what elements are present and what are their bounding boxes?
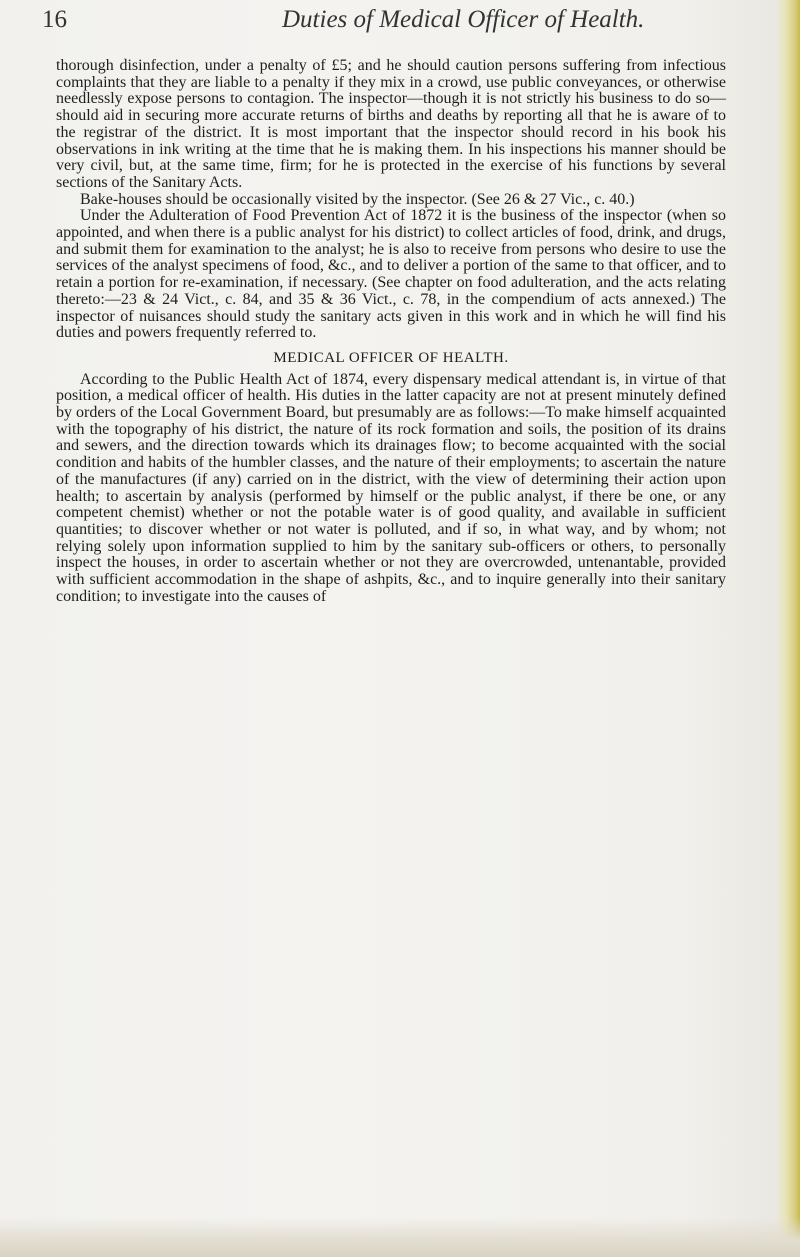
page-bottom-shadow bbox=[0, 1217, 800, 1257]
paragraph-bake-houses: Bake-houses should be occasionally visited by the inspector. (See 26 & 27 Vic., c. 40.) bbox=[80, 190, 635, 208]
paragraph-medical-officer: According to the Public Health Act of 1874, every dispensary medical attendant is, in virtue of that position, a medical officer of health. His duties in the latter capacity are not at present minutely defined by orders of the Local Government Board, but presumably are as follows:—To make himself acquainted with the topography of his district, the nature of its rock formation and soils, the position of its drains and sewers, and the direction towards which its drainages flow; to become acquainted with the social condition and habits of the humbler classes, and the nature of their employments; to ascertain the nature of the manufactures (if any) carried on in the district, with the view of determining their action upon health; to ascertain by analysis (performed by himself or the public analyst, if there be one, or any competent chemist) whether or not the potable water is of good quality, and available in sufficient quantities; to discover whether or not water is polluted, and if so, in what way, and by whom; not relying solely upon information supplied to him by the sanitary sub-officers or others, to personally inspect the houses, in order to ascertain whether or not they are overcrowded, untenantable, provided with sufficient accommodation in the shape of ashpits, &c., and to inquire generally into their sanitary condition; to investigate into the causes of bbox=[56, 370, 726, 605]
page-header bbox=[42, 6, 742, 46]
paragraph-disinfection: thorough disinfection, under a penalty of £5; and he should caution persons suffering from infectious complaints that they are liable to a penalty if they mix in a crowd, use public conveyances, or otherwise needlessly expose persons to contagion. The inspector—though it is not strictly his business to do so—should aid in securing more accurate returns of births and deaths by reporting all that he is aware of to the registrar of the district. It is most important that the inspector should record in his book his observations in ink writing at the time that he is making them. In his inspections his manner should be very civil, but, at the same time, firm; for he is protected in the exercise of his functions by several sections of the Sanitary Acts. bbox=[56, 57, 726, 191]
running-title: Duties of Medical Officer of Health. bbox=[282, 6, 645, 33]
page-edge-shadow bbox=[776, 0, 800, 1257]
page-number: 16 bbox=[42, 6, 67, 33]
paragraph-adulteration: Under the Adulteration of Food Prevention Act of 1872 it is the business of the inspector (when so appointed, and when there is a public analyst for his district) to collect articles of food, drink, and drugs, and submit them for examination to the analyst; he is also to receive from persons who desire to use the services of the analyst specimens of food, &c., and to deliver a portion of the same to that officer, and to retain a portion for re-examination, if necessary. (See chapter on food adulteration, and the acts relating thereto:—23 & 24 Vict., c. 84, and 35 & 36 Vict., c. 78, in the compendium of acts annexed.) The inspector of nuisances should study the sanitary acts given in this work and in which he will find his duties and powers frequently referred to. bbox=[56, 207, 726, 342]
page-body bbox=[56, 58, 726, 606]
section-heading: MEDICAL OFFICER OF HEALTH. bbox=[273, 349, 509, 366]
